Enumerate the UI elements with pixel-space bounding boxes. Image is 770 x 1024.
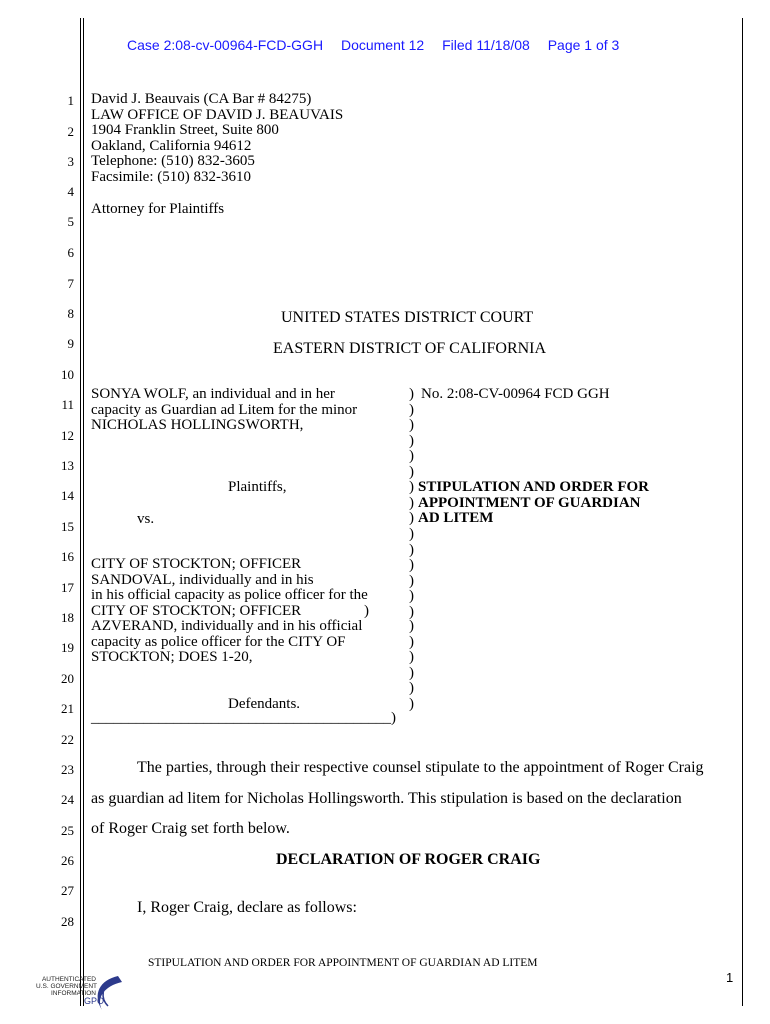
line-number: 12 bbox=[61, 428, 74, 443]
caption-underline: ________________________________________) bbox=[91, 710, 396, 726]
left-margin-rule-inner bbox=[83, 18, 84, 1006]
line-number: 18 bbox=[61, 610, 74, 625]
line-number: 21 bbox=[61, 701, 74, 716]
caption-paren-inline: ) bbox=[364, 603, 369, 619]
line-number: 7 bbox=[67, 276, 74, 291]
line-number: 15 bbox=[61, 519, 74, 534]
attorney-block bbox=[91, 92, 343, 185]
defendant-caption bbox=[91, 557, 368, 666]
attorney-street: 1904 Franklin Street, Suite 800 bbox=[91, 122, 279, 138]
line-number: 23 bbox=[61, 762, 74, 777]
plaintiff-line: NICHOLAS HOLLINGSWORTH, bbox=[91, 417, 304, 433]
body-line: as guardian ad litem for Nicholas Hollingsworth. This stipulation is based on the declaration bbox=[91, 790, 682, 807]
gpo-logo-text: GPO bbox=[84, 996, 105, 1006]
declaration-intro: I, Roger Craig, declare as follows: bbox=[137, 899, 357, 916]
line-number: 6 bbox=[67, 245, 74, 260]
attorney-name: David J. Beauvais (CA Bar # 84275) bbox=[91, 91, 312, 107]
defendant-line: capacity as police officer for the CITY OF bbox=[91, 633, 346, 650]
line-number: 3 bbox=[67, 154, 74, 169]
plaintiff-line: SONYA WOLF, an individual and in her bbox=[91, 386, 335, 402]
stamp-line: U.S. GOVERNMENT bbox=[36, 983, 98, 990]
vs-label: vs. bbox=[137, 511, 155, 527]
line-number: 5 bbox=[67, 214, 74, 229]
line-number: 1 bbox=[67, 93, 74, 108]
body-line: of Roger Craig set forth below. bbox=[91, 820, 290, 837]
line-number: 14 bbox=[61, 488, 74, 503]
document-title-line: STIPULATION AND ORDER FOR bbox=[418, 479, 649, 495]
attorney-facsimile: Facsimile: (510) 832-3610 bbox=[91, 168, 251, 185]
defendant-line: CITY OF STOCKTON; OFFICER bbox=[91, 556, 302, 572]
header-filed: Filed 11/18/08 bbox=[442, 37, 530, 53]
attorney-for: Attorney for Plaintiffs bbox=[91, 201, 225, 217]
defendant-line: in his official capacity as police officer for the bbox=[91, 587, 368, 603]
case-header bbox=[127, 37, 633, 53]
line-number: 4 bbox=[67, 184, 74, 199]
line-number: 28 bbox=[61, 914, 74, 929]
line-number: 27 bbox=[61, 883, 74, 898]
case-number: No. 2:08-CV-00964 FCD GGH bbox=[421, 386, 610, 402]
line-number: 9 bbox=[67, 336, 74, 351]
gpo-authentication-stamp bbox=[30, 972, 130, 1014]
body-line: The parties, through their respective counsel stipulate to the appointment of Roger Craig bbox=[137, 759, 704, 776]
plaintiff-line: capacity as Guardian ad Litem for the minor bbox=[91, 401, 358, 418]
line-number: 16 bbox=[61, 549, 74, 564]
defendant-line: CITY OF STOCKTON; OFFICER bbox=[91, 602, 302, 619]
line-number: 20 bbox=[61, 671, 74, 686]
line-number: 26 bbox=[61, 853, 74, 868]
plaintiff-caption bbox=[91, 387, 357, 434]
line-number: 8 bbox=[67, 306, 74, 321]
caption-paren-column-top: ) ) ) ) ) ) bbox=[409, 386, 414, 480]
line-number: 25 bbox=[61, 823, 74, 838]
defendant-line: SANDOVAL, individually and in his bbox=[91, 571, 314, 588]
page-number: 1 bbox=[726, 970, 734, 985]
line-number: 2 bbox=[67, 124, 74, 139]
line-number: 24 bbox=[61, 792, 74, 807]
left-margin-rule bbox=[80, 18, 81, 1006]
line-number: 22 bbox=[61, 732, 74, 747]
line-number: 17 bbox=[61, 580, 74, 595]
defendants-label: Defendants. bbox=[228, 696, 301, 712]
line-number: 19 bbox=[61, 640, 74, 655]
attorney-firm: LAW OFFICE OF DAVID J. BEAUVAIS bbox=[91, 106, 344, 123]
caption-paren-column-mid: ) ) ) ) ) ) bbox=[409, 526, 414, 620]
stamp-line: INFORMATION bbox=[50, 990, 96, 997]
footer-title: STIPULATION AND ORDER FOR APPOINTMENT OF GUARDIAN AD LITEM bbox=[148, 957, 538, 969]
defendant-line: STOCKTON; DOES 1-20, bbox=[91, 649, 253, 665]
caption-paren-column-bottom: ) ) ) ) ) ) bbox=[409, 618, 414, 712]
plaintiffs-label: Plaintiffs, bbox=[228, 479, 287, 495]
header-document: Document 12 bbox=[340, 37, 425, 53]
attorney-telephone: Telephone: (510) 832-3605 bbox=[91, 153, 255, 169]
right-margin-rule bbox=[742, 18, 743, 1006]
line-number: 13 bbox=[61, 458, 74, 473]
caption-paren-column-title: ) ) ) bbox=[409, 479, 414, 526]
line-number: 11 bbox=[61, 397, 74, 412]
court-name: UNITED STATES DISTRICT COURT bbox=[281, 309, 534, 326]
defendant-line: AZVERAND, individually and in his official bbox=[91, 618, 363, 634]
declaration-heading: DECLARATION OF ROGER CRAIG bbox=[276, 851, 541, 868]
court-district: EASTERN DISTRICT OF CALIFORNIA bbox=[273, 340, 547, 357]
attorney-city: Oakland, California 94612 bbox=[91, 137, 252, 154]
stamp-line: AUTHENTICATED bbox=[41, 976, 96, 983]
document-title-line: AD LITEM bbox=[418, 510, 494, 526]
document-title-line: APPOINTMENT OF GUARDIAN bbox=[418, 494, 641, 511]
line-number: 10 bbox=[61, 367, 74, 382]
header-page: Page 1 of 3 bbox=[547, 37, 620, 53]
document-title bbox=[418, 480, 649, 527]
header-case: Case 2:08-cv-00964-FCD-GGH bbox=[127, 37, 324, 53]
